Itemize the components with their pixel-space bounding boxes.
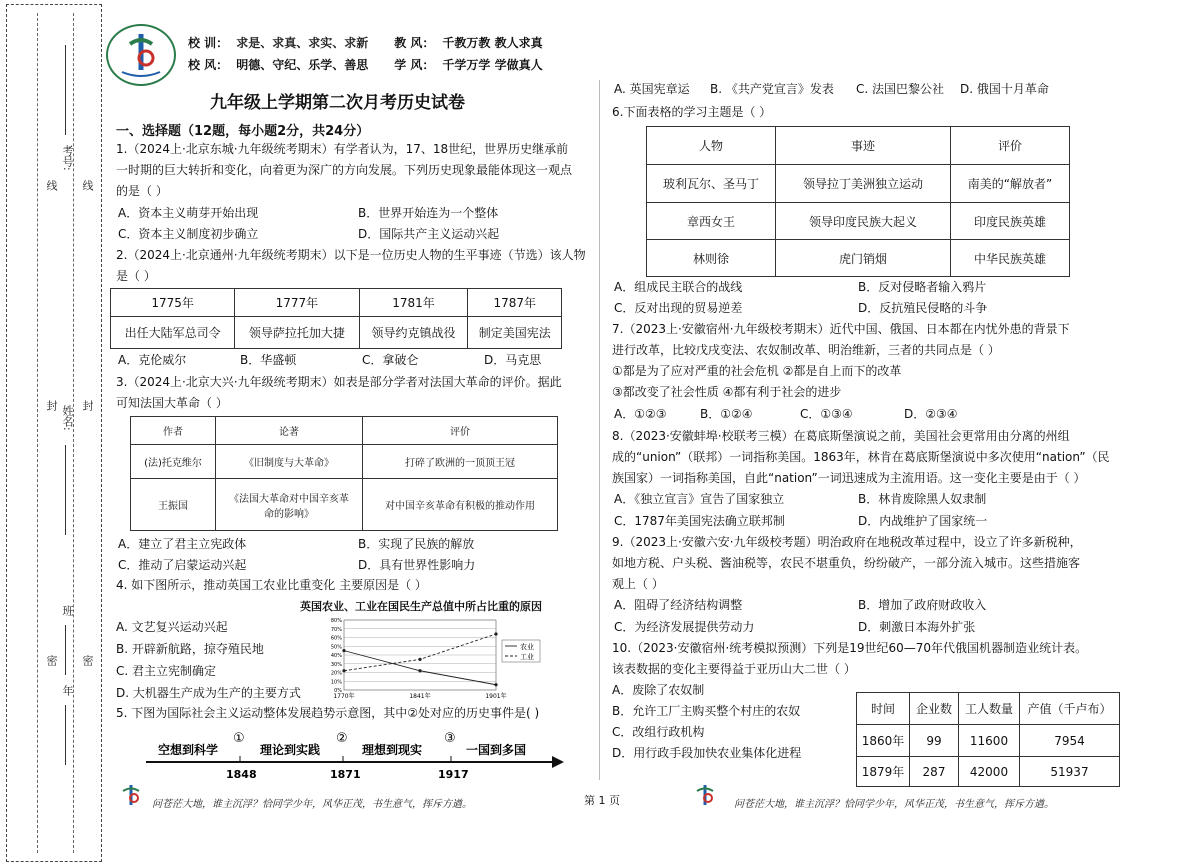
year-label: 1848 — [226, 768, 257, 781]
logo-mark-icon — [108, 26, 174, 84]
y-tick-label: 50% — [330, 644, 342, 651]
question-text: 8.（2023·安徽蚌埠·校联考三模）在葛底斯堡演说之前，美国社会更常用由分离的州组 — [612, 429, 1070, 443]
agri-industry-line-chart — [320, 614, 570, 704]
chart-title: 英国农业、工业在国民生产总值中所占比重的原因 — [300, 600, 542, 613]
question-text: 10.（2023·安徽宿州·统考模拟预测）下列是19世纪60—70年代俄国机器制造业统计表。 — [612, 641, 1088, 655]
question-text: 观上（ ） — [612, 577, 664, 591]
question-text: 7.（2023上·安徽宿州·九年级校考期末）近代中国、俄国、日本都在内忧外患的背景下 — [612, 322, 1070, 336]
question-text: 可知法国大革命（ ） — [116, 396, 228, 410]
q6-table — [646, 126, 1070, 277]
data-point — [418, 669, 421, 672]
option-b[interactable]: B．林肯废除黑人奴隶制 — [858, 492, 987, 506]
option-b[interactable]: B．允许工厂主购买整个村庄的农奴 — [612, 704, 801, 718]
stage-mark: ② — [336, 731, 348, 746]
data-point — [342, 669, 345, 672]
seal-char-mi: 密 — [45, 655, 58, 666]
year-label: 1917 — [438, 768, 469, 781]
table-header: 产值（千卢布） — [1020, 693, 1120, 725]
table-header: 人物 — [647, 127, 776, 165]
footer-motto: 问苍茫大地，谁主沉浮？恰同学少年，风华正茂，书生意气，挥斥方遒。 — [152, 799, 472, 810]
option-b[interactable]: B．实现了民族的解放 — [358, 537, 475, 551]
table-cell: 1860年 — [857, 725, 910, 757]
table-cell: 印度民族英雄 — [951, 203, 1070, 240]
y-tick-label: 80% — [330, 618, 342, 624]
seal-line — [73, 13, 74, 853]
table-cell: 中华民族英雄 — [951, 240, 1070, 277]
footer-motto: 问苍茫大地，谁主沉浮？恰同学少年，风华正茂，书生意气，挥斥方遒。 — [734, 799, 1054, 810]
option-a[interactable]: A．组成民主联合的战线 — [614, 280, 743, 294]
stage-label: 一国到多国 — [466, 743, 527, 757]
table-cell: 章西女王 — [647, 203, 776, 240]
question-text: 该表数据的变化主要得益于亚历山大二世（ ） — [612, 662, 856, 676]
table-cell: 1781年 — [359, 289, 468, 317]
motto-value: 千学万学 学做真人 — [442, 58, 543, 72]
table-cell: 南美的“解放者” — [951, 165, 1070, 203]
option-d[interactable]: D．具有世界性影响力 — [358, 558, 476, 572]
exam-number-blank — [65, 45, 66, 135]
x-tick-label: 1901年 — [485, 693, 507, 700]
option-a[interactable]: A．资本主义萌芽开始出现 — [118, 206, 259, 220]
table-cell: 王振国 — [131, 479, 216, 531]
motto-key: 校 训： — [188, 36, 229, 50]
question-text: 9.（2023上·安徽六安·九年级校考题）明治政府在地税改革过程中，设立了许多新税种， — [612, 535, 1082, 549]
question-text: 如地方税、户头税、酱油税等，农民不堪重负，纷纷破产，一部分流入城市。这些措施客 — [612, 556, 1081, 570]
option-d[interactable]: D. 俄国十月革命 — [960, 82, 1049, 96]
year-label: 1871 — [330, 768, 361, 781]
question-text: 一时期的巨大转折和变化，向着更为深广的方向发展。下列历史现象最能体现这一观点 — [116, 163, 573, 177]
seal-char-mi: 密 — [81, 655, 94, 666]
question-text: 进行改革，比较戊戌变法、农奴制改革、明治维新，三者的共同点是（ ） — [612, 343, 1000, 357]
series-line-农业 — [344, 651, 496, 685]
legend-label: 工业 — [520, 653, 534, 661]
exam-title: 九年级上学期第二次月考历史试卷 — [210, 93, 465, 113]
option-b[interactable]: B. 开辟新航路，掠夺殖民地 — [116, 642, 264, 656]
option-d[interactable]: D．用行政手段加快农业集体化进程 — [612, 746, 802, 760]
table-cell: 领导印度民族大起义 — [776, 203, 951, 240]
table-cell: 51937 — [1020, 757, 1120, 787]
y-tick-label: 20% — [330, 670, 342, 677]
x-tick-label: 1770年 — [333, 693, 355, 700]
question-4: 4. 如下图所示，推动英国工农业比重变化 主要原因是（ ） — [116, 578, 427, 592]
seal-line — [37, 13, 38, 853]
option-c[interactable]: C．资本主义制度初步确立 — [118, 227, 259, 241]
table-header: 作者 — [131, 417, 216, 445]
question-1 — [116, 139, 596, 202]
school-logo — [106, 24, 176, 86]
table-cell: 《法国大革命对中国辛亥革命的影响》 — [216, 479, 363, 531]
question-text: 成的“union”（联邦）一词指称美国。1863年，林肯在葛底斯堡演说中多次使用“nation”（民 — [612, 450, 1110, 464]
data-point — [418, 658, 421, 661]
table-cell: 11600 — [959, 725, 1020, 757]
motto-key: 学 风： — [394, 58, 435, 72]
section-heading: 一、选择题（12题，每小题2分，共24分） — [116, 124, 370, 139]
y-tick-label: 70% — [330, 626, 342, 633]
question-5: 5. 下图为国际社会主义运动整体发展趋势示意图，其中②处对应的历史事件是( ) — [116, 706, 540, 720]
table-cell: 《旧制度与大革命》 — [216, 445, 363, 479]
table-cell: 打碎了欧洲的一顶顶王冠 — [363, 445, 558, 479]
option-d[interactable]: D．反抗殖民侵略的斗争 — [858, 301, 988, 315]
option-c[interactable]: C. 法国巴黎公社 — [856, 82, 945, 96]
option-d[interactable]: D．刺激日本海外扩张 — [858, 620, 976, 634]
stage-mark: ③ — [444, 731, 456, 746]
table-header: 时间 — [857, 693, 910, 725]
arrow-head-icon — [552, 756, 564, 768]
seal-char-line: 线 — [45, 180, 58, 191]
table-cell: 7954 — [1020, 725, 1120, 757]
seal-char-feng: 封 — [81, 400, 94, 411]
table-cell: 玻利瓦尔、圣马丁 — [647, 165, 776, 203]
option-d[interactable]: D．内战维护了国家统一 — [858, 514, 988, 528]
question-6: 6.下面表格的学习主题是（ ） — [612, 105, 772, 119]
option-c[interactable]: C．为经济发展提供劳动力 — [614, 620, 755, 634]
stage-mark: ① — [233, 731, 245, 746]
question-9 — [612, 532, 1112, 595]
option-a[interactable]: A．克伦威尔 — [118, 353, 187, 367]
option-b[interactable]: B．①②④ — [700, 407, 753, 421]
motto-value: 明德、守纪、乐学、善思 — [236, 58, 369, 72]
option-a[interactable]: A．废除了农奴制 — [612, 683, 705, 697]
footer-logo-icon — [118, 783, 144, 809]
option-c[interactable]: C. 君主立宪制确定 — [116, 664, 217, 678]
question-text: 3.（2024上·北京大兴·九年级统考期末）如表是部分学者对法国大革命的评价。据此 — [116, 375, 562, 389]
option-c[interactable]: C．改组行政机构 — [612, 725, 705, 739]
question-8 — [612, 426, 1112, 489]
stage-label: 空想到科学 — [158, 743, 219, 757]
option-b[interactable]: B．世界开始连为一个整体 — [358, 206, 499, 220]
option-a[interactable]: A．阻碍了经济结构调整 — [614, 598, 743, 612]
option-a[interactable]: A．①②③ — [614, 407, 667, 421]
grade-label: 年 — [61, 685, 74, 696]
table-cell: 林则徐 — [647, 240, 776, 277]
table-cell: 领导萨拉托加大捷 — [235, 317, 359, 349]
exam-number-label: 考号: — [61, 145, 74, 171]
y-tick-label: 10% — [330, 679, 342, 686]
option-c[interactable]: C．反对出现的贸易逆差 — [614, 301, 743, 315]
option-d[interactable]: D．②③④ — [904, 407, 958, 421]
table-cell: 虎门销烟 — [776, 240, 951, 277]
option-c[interactable]: C．1787年美国宪法确立联邦制 — [614, 514, 785, 528]
table-cell: (法)托克维尔 — [131, 445, 216, 479]
question-text: 的是（ ） — [116, 184, 168, 198]
question-text: ①都是为了应对严重的社会危机 ②都是自上而下的改革 — [612, 364, 902, 378]
y-tick-label: 40% — [330, 653, 342, 659]
question-7 — [612, 319, 1112, 403]
class-blank — [65, 625, 66, 675]
table-header: 评价 — [951, 127, 1070, 165]
table-header: 评价 — [363, 417, 558, 445]
table-cell: 制定美国宪法 — [468, 317, 562, 349]
table-cell: 对中国辛亥革命有积极的推动作用 — [363, 479, 558, 531]
legend-label: 农业 — [520, 643, 534, 651]
school-motto-row2 — [188, 56, 543, 73]
option-a[interactable]: A．建立了君主立宪政体 — [118, 537, 247, 551]
grade-blank — [65, 705, 66, 765]
option-b[interactable]: B. 《共产党宣言》发表 — [710, 82, 834, 96]
option-c[interactable]: C．①③④ — [800, 407, 853, 421]
school-motto-row1 — [188, 34, 543, 51]
name-label: 姓名: — [61, 405, 74, 431]
table-cell: 领导拉丁美洲独立运动 — [776, 165, 951, 203]
option-d[interactable]: D．马克思 — [484, 353, 542, 367]
table-header: 论著 — [216, 417, 363, 445]
question-text: 1.（2024上·北京东城·九年级统考期末）有学者认为，17、18世纪，世界历史继承前 — [116, 142, 569, 156]
question-2 — [116, 245, 596, 287]
stage-label: 理想到现实 — [362, 743, 423, 757]
table-cell: 1787年 — [468, 289, 562, 317]
data-point — [494, 632, 497, 635]
motto-value: 求是、求真、求实、求新 — [236, 36, 369, 50]
class-label: 班 — [61, 605, 74, 616]
y-tick-label: 0% — [334, 688, 342, 694]
x-tick-label: 1841年 — [409, 693, 431, 700]
question-3 — [116, 372, 596, 414]
q10-table — [856, 692, 1120, 787]
motto-key: 校 风： — [188, 58, 229, 72]
table-cell: 42000 — [959, 757, 1020, 787]
table-cell: 领导约克镇战役 — [359, 317, 468, 349]
option-d[interactable]: D．国际共产主义运动兴起 — [358, 227, 500, 241]
option-d[interactable]: D. 大机器生产成为生产的主要方式 — [116, 686, 301, 700]
stage-label: 理论到实践 — [260, 743, 321, 757]
seal-char-line: 线 — [81, 180, 94, 191]
seal-char-feng: 封 — [45, 400, 58, 411]
table-cell: 1777年 — [235, 289, 359, 317]
option-c[interactable]: C．推动了启蒙运动兴起 — [118, 558, 247, 572]
table-header: 企业数 — [910, 693, 959, 725]
table-cell: 99 — [910, 725, 959, 757]
footer-logo-icon — [692, 783, 718, 809]
question-text: 2.（2024上·北京通州·九年级统考期末）以下是一位历史人物的生平事迹（节选）该人物 — [116, 248, 586, 262]
column-divider — [599, 80, 600, 780]
q2-table — [110, 288, 562, 349]
option-a[interactable]: A. 英国宪章运 — [614, 82, 690, 96]
data-point — [342, 649, 345, 652]
option-a[interactable]: A．《独立宣言》宣告了国家独立 — [614, 492, 785, 506]
option-b[interactable]: B．反对侵略者输入鸦片 — [858, 280, 987, 294]
question-text: ③都改变了社会性质 ④都有利于社会的进步 — [612, 385, 842, 399]
data-point — [494, 683, 497, 686]
table-cell: 1879年 — [857, 757, 910, 787]
binding-margin — [6, 4, 102, 862]
motto-key: 教 风： — [394, 36, 435, 50]
option-b[interactable]: B．华盛顿 — [240, 353, 297, 367]
y-tick-label: 60% — [330, 635, 342, 642]
y-tick-label: 30% — [330, 661, 342, 668]
question-10 — [612, 638, 1112, 680]
option-c[interactable]: C．拿破仑 — [362, 353, 419, 367]
series-line-工业 — [344, 634, 496, 671]
name-blank — [65, 445, 66, 535]
motto-value: 千教万教 教人求真 — [442, 36, 543, 50]
table-header: 工人数量 — [959, 693, 1020, 725]
question-text: 族国家）一词指称美国，自此“nation”一词迅速成为主流用语。这一变化主要是由于（ ） — [612, 471, 1086, 485]
question-text: 是（ ） — [116, 269, 156, 283]
table-header: 事迹 — [776, 127, 951, 165]
table-cell: 287 — [910, 757, 959, 787]
table-cell: 出任大陆军总司令 — [111, 317, 235, 349]
socialism-timeline — [140, 726, 570, 784]
table-cell: 1775年 — [111, 289, 235, 317]
option-b[interactable]: B．增加了政府财政收入 — [858, 598, 987, 612]
option-a[interactable]: A. 文艺复兴运动兴起 — [116, 620, 228, 634]
q3-table — [130, 416, 558, 531]
page-number: 第 1 页 — [584, 794, 620, 807]
